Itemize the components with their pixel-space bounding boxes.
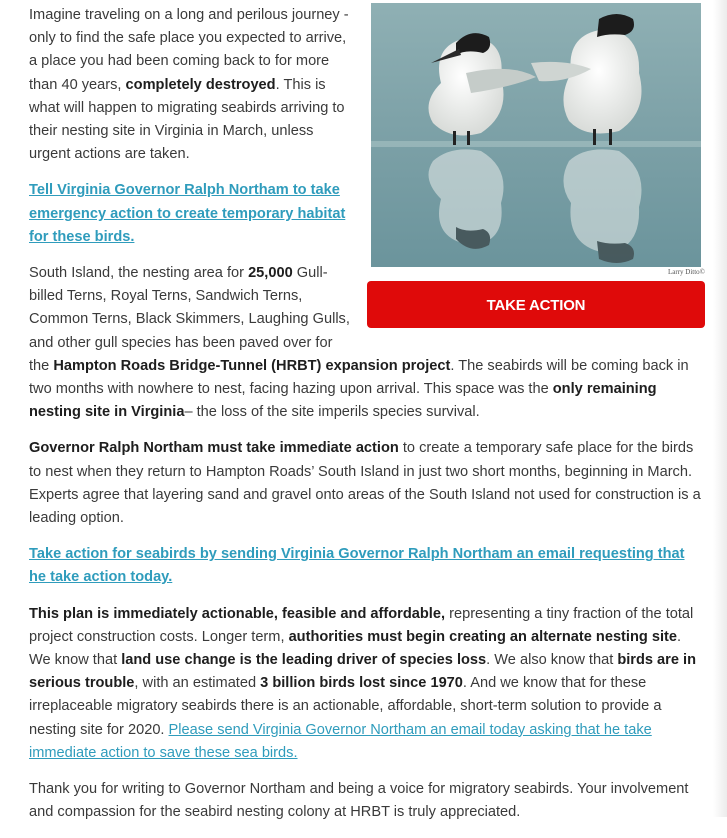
send-email-link[interactable]: Please send Virginia Governor Northam an email today asking that he take immediate action to save these sea birds. (29, 721, 652, 761)
seabirds-photo (371, 3, 701, 267)
page-edge-shadow (713, 0, 727, 817)
thank-you-paragraph: Thank you for writing to Governor Northam and being a voice for migratory seabirds. Your involvement and compassion for the seabird nesting colony at HRBT is truly appreciated. (29, 781, 689, 821)
photo-sidebar (367, 3, 705, 328)
cta-paragraph-2 (29, 543, 705, 589)
governor-paragraph: Governor Ralph Northam must take immediate action to create a temporary safe place for the birds to nest when they return to Hampton Roads’ South Island in just two short months, beginning in March. Experts agree that layering sand and gravel onto areas of the South Island not used for construction is a leading option. (29, 440, 701, 527)
plan-paragraph: This plan is immediately actionable, feasible and affordable, representing a tiny fraction of the total project construction costs. Longer term, authorities must begin creating an alternate nesting site. We know that land use change is the leading driver of species loss. We also know that birds are in serious trouble, with an estimated 3 billion birds lost since 1970. And we know that for these irreplaceable migratory seabirds there is an actionable, affordable, short-term solution to provide a nesting site for 2020. Please send Virginia Governor Northam an email today asking that he take immediate action to save these sea birds. (29, 605, 696, 761)
photo-credit: Larry Ditto© (667, 268, 705, 276)
south-island-paragraph: South Island, the nesting area for 25,000 Gull-billed Terns, Royal Terns, Sandwich Terns, Common Terns, Black Skimmers, Laughing Gulls, and other gull species has been paved over for the Hampton Roads Bridge-Tunnel (HRBT) expansion project. The seabirds will be coming back in two months with nowhere to nest, facing hazing upon arrival. This space was the only remaining nesting site in Virginia– the loss of the site imperils species survival. (29, 265, 689, 421)
email-governor-link[interactable]: Take action for seabirds by sending Virginia Governor Ralph Northam an email requesting that he take action today. (29, 546, 685, 586)
intro-paragraph: Imagine traveling on a long and perilous journey - only to find the safe place you expected to arrive, a place you had been coming back to for more than 40 years, completely destroyed. This is what will happen to migrating seabirds arriving to their nesting site in Virginia in March, unless urgent actions are taken. (29, 7, 349, 163)
governor-action-link[interactable]: Tell Virginia Governor Ralph Northam to take emergency action to create temporary habitat for these birds. (29, 182, 346, 245)
take-action-button[interactable]: TAKE ACTION (367, 281, 705, 328)
article-body (29, 4, 705, 838)
